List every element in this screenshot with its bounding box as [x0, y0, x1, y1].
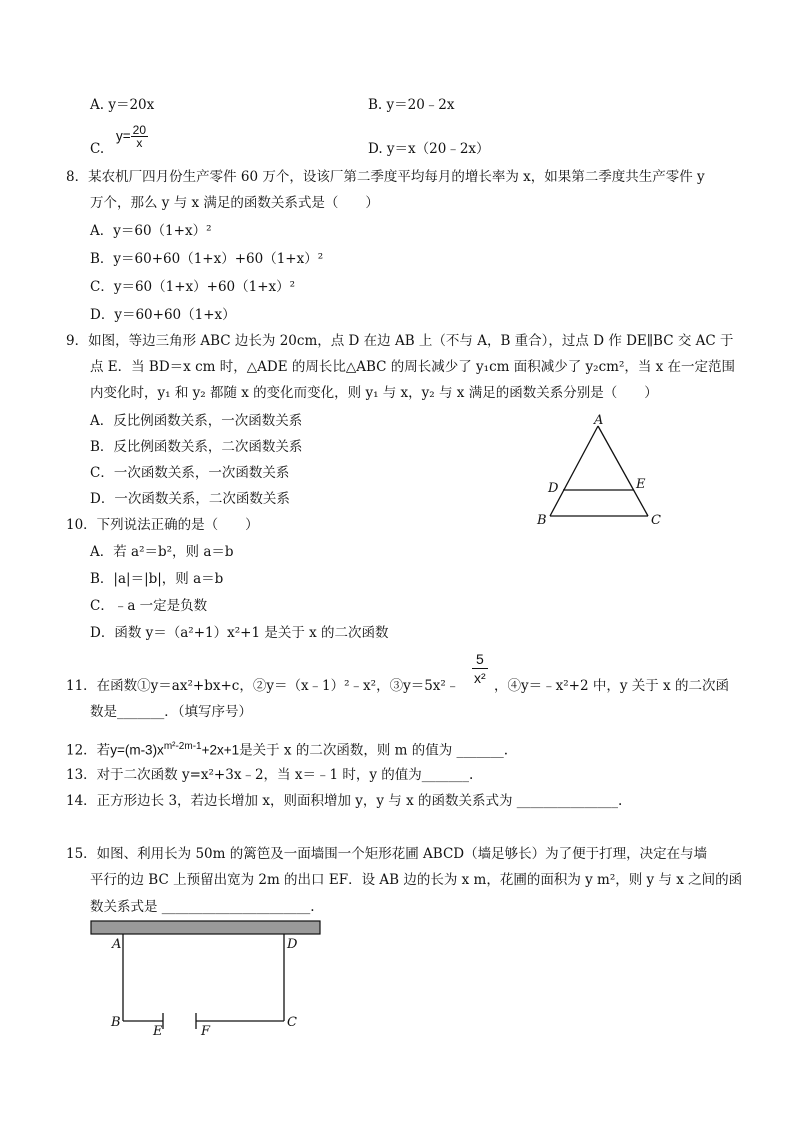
q8-stem-line2: 万个，那么 y 与 x 满足的函数关系式是（ ）	[90, 195, 379, 211]
q12-prefix: 12．若	[66, 742, 111, 759]
q11-frac	[472, 650, 488, 687]
q11-frac-den: x²	[474, 670, 486, 686]
q11-frac-num: 5	[472, 650, 488, 669]
q9-side-ab	[550, 426, 598, 516]
q9-side-ac	[598, 426, 648, 516]
q9-label-d: D	[548, 481, 559, 496]
q7-option-a: A. y＝20x	[90, 97, 155, 113]
q9-stem-line1: 9．如图，等边三角形 ABC 边长为 20cm，点 D 在边 AB 上（不与 A，B 重合），过点 D 作 DE∥BC 交 AC 于	[66, 333, 734, 349]
q12-line	[66, 738, 508, 760]
q15-label-c: C	[287, 1015, 297, 1030]
q9-option-b: B．反比例函数关系，二次函数关系	[90, 439, 303, 455]
q15-label-e: E	[153, 1024, 163, 1039]
q8-option-c: C．y＝60（1+x）+60（1+x）²	[90, 279, 296, 295]
q11-fraction	[472, 650, 488, 687]
q9-label-c: C	[651, 513, 661, 528]
q10-option-d: D．函数 y＝（a²+1）x²+1 是关于 x 的二次函数	[90, 625, 389, 641]
q10-option-c: C．﹣a 一定是负数	[90, 598, 208, 614]
q7-option-c-fraction	[131, 124, 148, 149]
q11-stem-line2: 数是_______．（填写序号）	[90, 704, 252, 720]
q9-label-a: A	[594, 413, 604, 428]
q9-stem-line2: 点 E．当 BD＝x cm 时，△ADE 的周长比△ABC 的周长减少了 y₁cm 面积减少了 y₂cm²，当 x 在一定范围	[90, 359, 736, 375]
q12-expr: y=(m-3)x	[110, 742, 164, 758]
q9-label-e: E	[636, 477, 646, 492]
q15-label-f: F	[201, 1024, 211, 1039]
q8-option-d: D．y＝60+60（1+x）	[90, 307, 236, 323]
q12-exponent: m²-2m-1	[163, 741, 202, 752]
q7-option-c-den: x	[136, 136, 143, 150]
q8-option-b: B．y＝60+60（1+x）+60（1+x）²	[90, 251, 324, 267]
q9-option-a: A．反比例函数关系，一次函数关系	[90, 413, 303, 429]
q11-stem-line1b: ，④y＝﹣x²+2 中，y 关于 x 的二次函	[494, 678, 729, 694]
q15-stem-line1: 15．如图、利用长为 50m 的篱笆及一面墙围一个矩形花圃 ABCD（墙足够长）为了便于打理，决定在与墙	[66, 846, 708, 862]
q7-option-c-num: 20	[132, 123, 146, 137]
q15-stem-line3: 数关系式是 ______________________.	[90, 899, 315, 915]
q13-text: 13．对于二次函数 y=x²+3x﹣2，当 x＝﹣1 时，y 的值为_______.	[66, 767, 474, 783]
q9-label-b: B	[537, 513, 547, 528]
q10-option-a: A．若 a²＝b²，则 a＝b	[90, 544, 234, 560]
q14-text: 14．正方形边长 3，若边长增加 x，则面积增加 y，y 与 x 的函数关系式为 _______________.	[66, 793, 623, 809]
q7-option-c-label: C.	[90, 141, 105, 157]
q12-expr-tail: +2x+1	[201, 742, 240, 758]
q7-option-b: B. y＝20﹣2x	[368, 97, 455, 113]
q9-stem-line3: 内变化时，y₁ 和 y₂ 都随 x 的变化而变化，则 y₁ 与 x，y₂ 与 x 满足的函数关系分别是（ ）	[90, 385, 658, 401]
q7-option-c-lhs: y=	[116, 128, 131, 144]
q9-triangle-figure	[530, 410, 670, 530]
q15-stem-line2: 平行的边 BC 上预留出宽为 2m 的出口 EF．设 AB 边的长为 x m，花圃的面积为 y m²，则 y 与 x 之间的函	[90, 872, 743, 888]
q7-option-d: D. y＝x（20﹣2x）	[368, 141, 490, 157]
q8-stem-line1: 8．某农机厂四月份生产零件 60 万个，设该厂第二季度平均每月的增长率为 x，如果第二季度共生产零件 y	[66, 169, 705, 185]
q10-option-b: B．|a|＝|b|，则 a＝b	[90, 571, 224, 587]
q10-stem: 10．下列说法正确的是（ ）	[66, 517, 259, 533]
q15-garden-figure	[85, 915, 330, 1040]
q8-option-a: A．y＝60（1+x）²	[90, 223, 212, 239]
q7-option-c-expr	[116, 124, 148, 149]
q15-label-d: D	[287, 937, 298, 952]
q15-label-a: A	[112, 937, 122, 952]
q15-wall	[91, 921, 320, 934]
q12-suffix: 是关于 x 的二次函数，则 m 的值为 _______.	[239, 742, 509, 759]
q9-option-d: D．一次函数关系，二次函数关系	[90, 491, 290, 507]
q15-label-b: B	[111, 1015, 121, 1030]
q9-option-c: C．一次函数关系，一次函数关系	[90, 465, 290, 481]
q11-stem-line1a: 11．在函数①y＝ax²+bx+c，②y＝（x﹣1）²﹣x²，③y＝5x²﹣	[66, 678, 460, 694]
